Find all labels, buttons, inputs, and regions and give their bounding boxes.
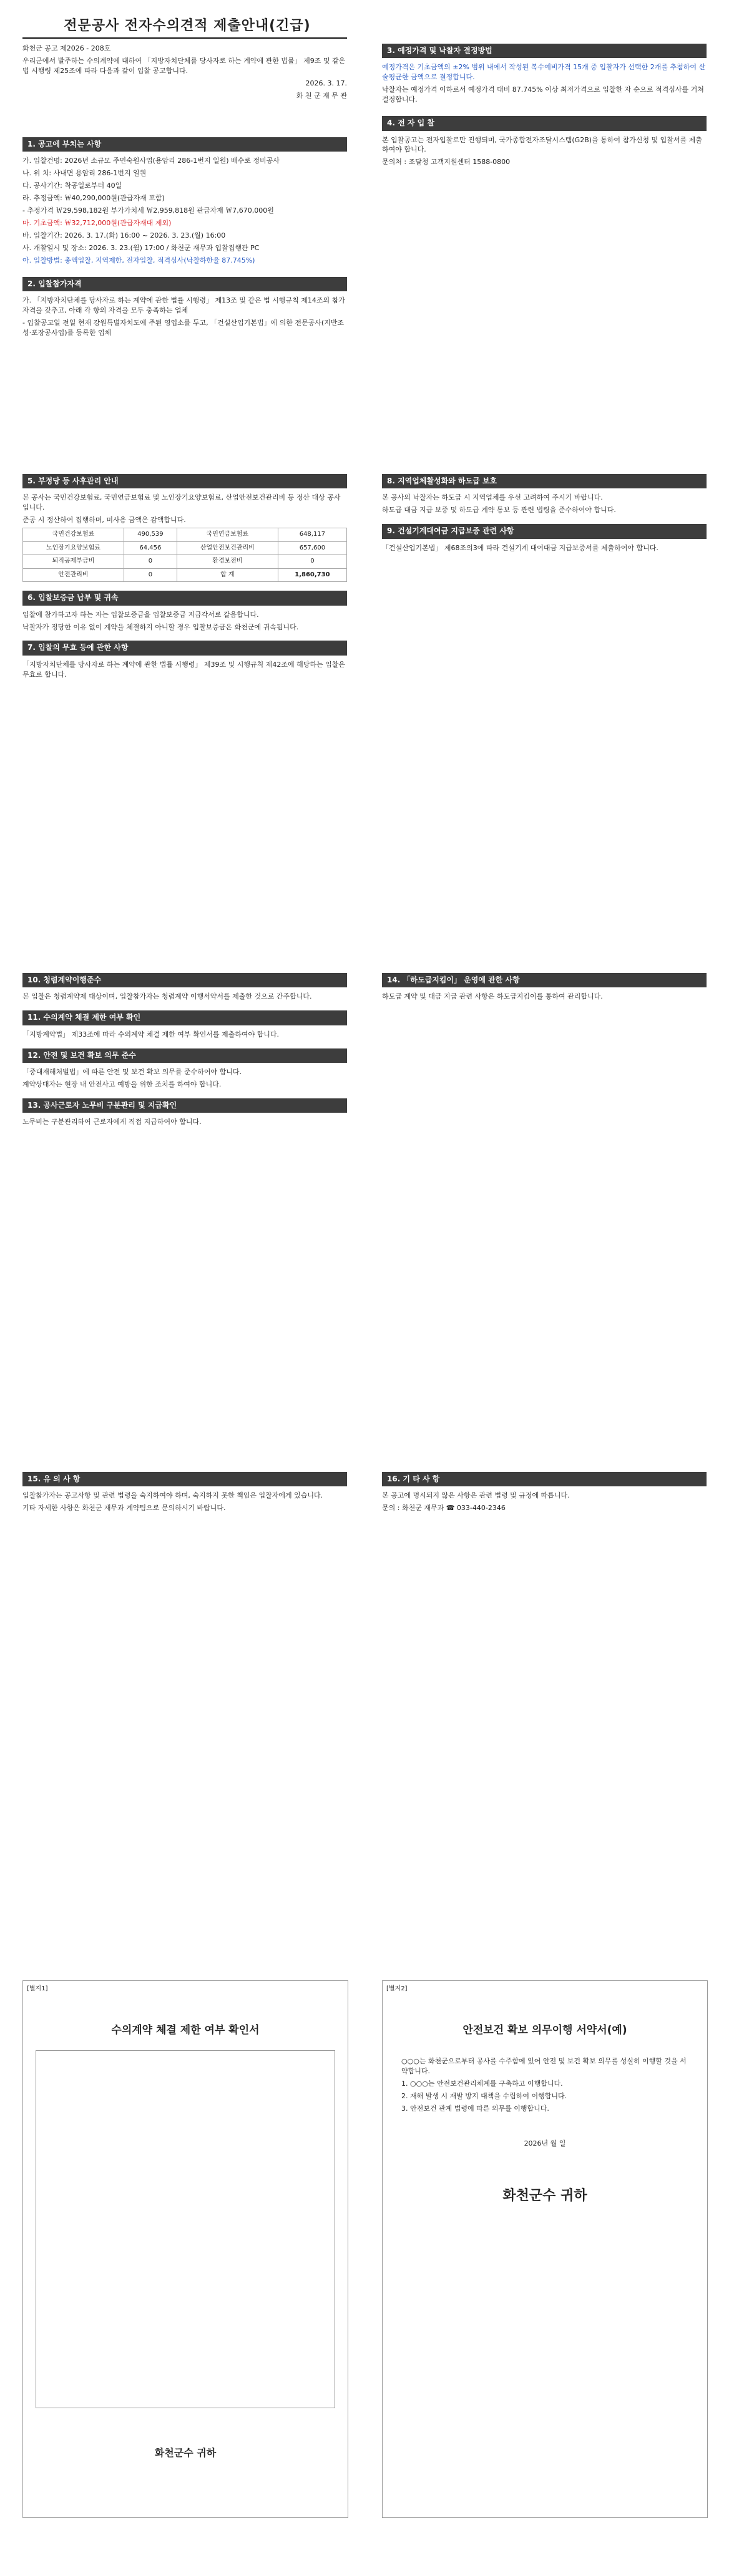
line: ○○○는 화천군으로부터 공사를 수주함에 있어 안전 및 보건 확보 의무를 성실히 이행할 것을 서약합니다.: [401, 2057, 687, 2076]
right-column-4: [382, 1472, 707, 1516]
section-title: 16. 기 타 사 항: [382, 1472, 707, 1486]
line: 입찰참가자는 공고사항 및 관련 법령을 숙지하여야 하며, 숙지하지 못한 책임은 입찰자에게 있습니다.: [22, 1491, 323, 1500]
section-title: 8. 지역업체활성화와 하도급 보호: [382, 474, 707, 488]
line: 준공 시 정산하여 집행하며, 미사용 금액은 감액합니다.: [22, 516, 186, 525]
line: 「중대재해처벌법」에 따른 안전 및 보건 확보 의무를 준수하여야 합니다.: [22, 1068, 242, 1077]
cell: 국민연금보험료: [177, 528, 278, 542]
cell: 657,600: [278, 541, 346, 555]
line: 가. 「지방자치단체를 당사자로 하는 계약에 관한 법률 시행령」 제13조 및 같은 법 시행규칙 제14조의 참가자격을 갖추고, 아래 각 항의 자격을 모두 충족하는 업체: [22, 296, 345, 315]
line: 1. ○○○는 안전보건관리체계를 구축하고 이행합니다.: [401, 2080, 563, 2088]
section-title: 7. 입찰의 무효 등에 관한 사항: [22, 641, 347, 655]
section-5: [22, 474, 347, 582]
cell: 0: [124, 555, 177, 569]
form-label: [별지2]: [386, 1985, 408, 1992]
section-title: 4. 전 자 입 찰: [382, 116, 707, 130]
line: 마. 기초금액: ￦32,712,000원(관급자재대 제외): [22, 219, 172, 228]
section-3: [382, 44, 707, 105]
line: 하도급 계약 및 대금 지급 관련 사항은 하도급지킴이를 통하여 관리합니다.: [382, 992, 603, 1001]
cell: 0: [278, 555, 346, 569]
notice-intro: 우리군에서 발주하는 수의계약에 대하여 「지방자치단체를 당사자로 하는 계약에 관한 법률」 제9조 및 같은 법 시행령 제25조에 따라 다음과 같이 입찰 공고합니다.: [22, 56, 346, 75]
section-6: [22, 591, 347, 632]
line: 바. 입찰기간: 2026. 3. 17.(화) 16:00 ~ 2026. 3. 23.(월) 16:00: [22, 231, 226, 240]
divider: [22, 37, 347, 39]
line: 예정가격은 기초금액의 ±2% 범위 내에서 작성된 복수예비가격 15개 중 입찰자가 선택한 2개를 추첨하여 산술평균한 금액으로 결정합니다.: [382, 63, 706, 82]
section-11: [22, 1010, 347, 1039]
section-8: [382, 474, 707, 515]
line: 2. 재해 발생 시 재발 방지 대책을 수립하여 이행합니다.: [401, 2091, 567, 2100]
form-sign: 화천군수 귀하: [154, 2447, 217, 2459]
section-12: [22, 1048, 347, 1090]
section-title: 3. 예정가격 및 낙찰자 결정방법: [382, 44, 707, 58]
cell: 안전관리비: [23, 568, 124, 582]
right-column-2: [382, 474, 707, 556]
section-9: [382, 524, 707, 553]
left-column-4: [22, 1472, 347, 1516]
line: 3. 안전보건 관계 법령에 따른 의무를 이행합니다.: [401, 2104, 549, 2113]
form-title: 수의계약 체결 제한 여부 확인서: [111, 2023, 260, 2036]
cell: 산업안전보건관리비: [177, 541, 278, 555]
section-4: [382, 116, 707, 167]
section-7: [22, 641, 347, 679]
line: 본 입찰공고는 전자입찰로만 진행되며, 국가종합전자조달시스템(G2B)을 통하여 참가신청 및 입찰서를 제출하여야 합니다.: [382, 135, 702, 154]
header-block: [22, 44, 347, 104]
document-title: 전문공사 전자수의견적 제출안내(긴급): [64, 18, 311, 34]
notice-number: 화천군 공고 제2026 - 208호: [22, 44, 111, 52]
line: 사. 개찰일시 및 장소: 2026. 3. 23.(월) 17:00 / 화천군 재무과 입찰집행관 PC: [22, 243, 260, 252]
left-column-3: [22, 973, 347, 1130]
section-title: 6. 입찰보증금 납부 및 귀속: [22, 591, 347, 605]
right-column-1: [382, 44, 707, 170]
line: 다. 공사기간: 착공일로부터 40일: [22, 182, 122, 190]
line: 「지방자치단체를 당사자로 하는 계약에 관한 법률 시행령」 제39조 및 시행규칙 제42조에 해당하는 입찰은 무효로 합니다.: [22, 660, 345, 679]
line: 입찰에 참가하고자 하는 자는 입찰보증금을 입찰보증금 지급각서로 갈음합니다.: [22, 610, 259, 619]
section-title: 14. 「하도급지킴이」 운영에 관한 사항: [382, 973, 707, 987]
line: 나. 위 치: 사내면 용암리 286-1번지 일원: [22, 169, 147, 178]
section-title: 11. 수의계약 체결 제한 여부 확인: [22, 1010, 347, 1025]
form-1: [22, 1980, 348, 2518]
section-title: 5. 부정당 등 사후관리 안내: [22, 474, 347, 488]
line: - 입찰공고일 전일 현재 강원특별자치도에 주된 영업소를 두고, 「건설산업기본법」에 의한 전문공사(지반조성·포장공사업)를 등록한 업체: [22, 319, 345, 337]
left-column-2: [22, 474, 347, 682]
line: 문의처 : 조달청 고객지원센터 1588-0800: [382, 158, 511, 167]
line: 본 공사의 낙찰자는 하도급 시 지역업체를 우선 고려하여 주시기 바랍니다.: [382, 493, 603, 502]
line: 본 입찰은 청렴계약제 대상이며, 입찰참가자는 청렴계약 이행서약서를 제출한 것으로 간주합니다.: [22, 992, 312, 1001]
cell: 퇴직공제부금비: [23, 555, 124, 569]
section-1: [22, 137, 347, 266]
section-15: [22, 1472, 347, 1513]
cell: 64,456: [124, 541, 177, 555]
section-16: [382, 1472, 707, 1513]
line: - 추정가격 ￦29,598,182원 부가가치세 ￦2,959,818원 관급자재 ￦7,670,000원: [22, 206, 274, 215]
section-14: [382, 973, 707, 1002]
cell: 0: [124, 568, 177, 582]
section-title: 13. 공사근로자 노무비 구분관리 및 지급확인: [22, 1098, 347, 1113]
form-title: 안전보건 확보 의무이행 서약서(예): [462, 2023, 627, 2036]
line: 아. 입찰방법: 총액입찰, 지역제한, 전자입찰, 적격심사(낙찰하한율 87.745%): [22, 256, 255, 264]
cell: 환경보전비: [177, 555, 278, 569]
section-title: 9. 건설기계대여금 지급보증 관련 사항: [382, 524, 707, 538]
right-column-3: [382, 973, 707, 1004]
section-10: [22, 973, 347, 1002]
section-2: [22, 277, 347, 338]
form-body: [383, 2038, 707, 2149]
form-table: [36, 2050, 335, 2408]
section-title: 10. 청렴계약이행준수: [22, 973, 347, 987]
line: 낙찰자가 정당한 이유 없이 계약을 체결하지 아니할 경우 입찰보증금은 화천군에 귀속됩니다.: [22, 622, 299, 631]
cell: 국민건강보험료: [23, 528, 124, 542]
section-title: 1. 공고에 부치는 사항: [22, 137, 347, 152]
notice-authority: 화 천 군 재 무 관: [296, 91, 347, 100]
section-title: 2. 입찰참가자격: [22, 277, 347, 291]
section-title: 12. 안전 및 보건 확보 의무 준수: [22, 1048, 347, 1063]
section-title: 15. 유 의 사 항: [22, 1472, 347, 1486]
line: 기타 자세한 사항은 화천군 재무과 계약팀으로 문의하시기 바랍니다.: [22, 1504, 226, 1513]
line: 하도급 대금 지급 보증 및 하도급 계약 통보 등 관련 법령을 준수하여야 합니다.: [382, 506, 616, 515]
cost-table: [22, 528, 347, 582]
cell: 1,860,730: [278, 568, 346, 582]
line: 계약상대자는 현장 내 안전사고 예방을 위한 조치를 하여야 합니다.: [22, 1080, 222, 1088]
cell: 노인장기요양보험료: [23, 541, 124, 555]
form-label: [별지1]: [27, 1985, 48, 1992]
line: 「지방계약법」 제33조에 따라 수의계약 체결 제한 여부 확인서를 제출하여야 합니다.: [22, 1030, 279, 1039]
line: 가. 입찰건명: 2026년 소규모 주민숙원사업(용암리 286-1번지 일원) 배수로 정비공사: [22, 157, 280, 165]
left-column-1: [22, 137, 347, 341]
line: 낙찰자는 예정가격 이하로서 예정가격 대비 87.745% 이상 최저가격으로 입찰한 자 순으로 적격심사를 거쳐 결정합니다.: [382, 85, 704, 104]
date: 2026년 월 일: [524, 2139, 566, 2147]
section-13: [22, 1098, 347, 1127]
notice-date: 2026. 3. 17.: [305, 79, 347, 87]
line: 라. 추정금액: ￦40,290,000원(관급자재 포함): [22, 194, 165, 203]
cell: 648,117: [278, 528, 346, 542]
line: 본 공고에 명시되지 않은 사항은 관련 법령 및 규정에 따릅니다.: [382, 1491, 570, 1500]
form-2: [382, 1980, 708, 2518]
line: 「건설산업기본법」 제68조의3에 따라 건설기계 대여대금 지급보증서를 제출하여야 합니다.: [382, 543, 658, 552]
line: 본 공사는 국민건강보험료, 국민연금보험료 및 노인장기요양보험료, 산업안전보건관리비 등 정산 대상 공사입니다.: [22, 493, 341, 512]
cell: 합 계: [177, 568, 278, 582]
cell: 490,539: [124, 528, 177, 542]
form-sign: 화천군수 귀하: [502, 2187, 587, 2204]
line: 문의 : 화천군 재무과 ☎ 033-440-2346: [382, 1504, 506, 1513]
line: 노무비는 구분관리하여 근로자에게 직접 지급하여야 합니다.: [22, 1118, 202, 1126]
